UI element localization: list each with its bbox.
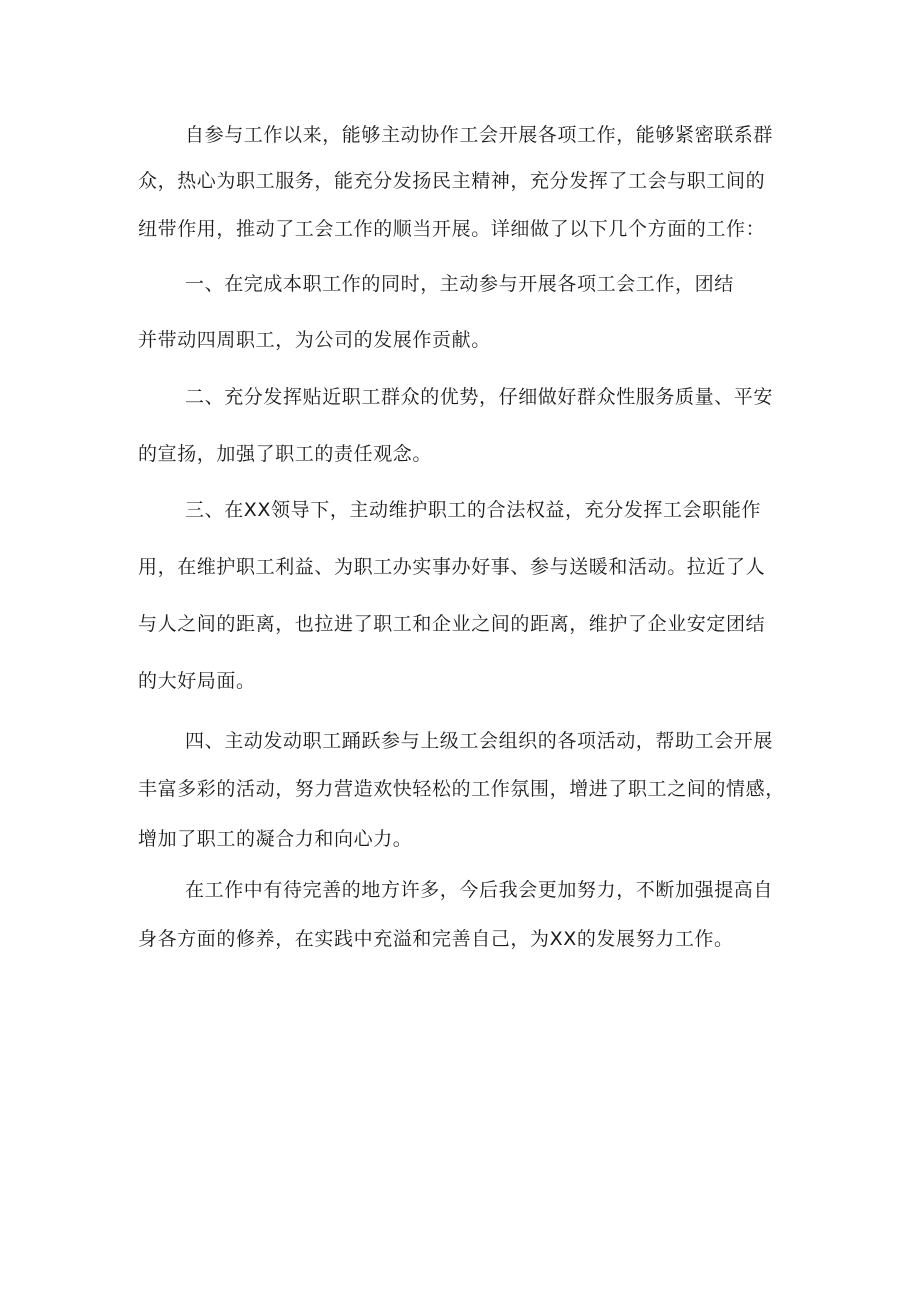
paragraph-4-line-3: 与人之间的距离，也拉进了职工和企业之间的距离，维护了企业安定团结 [138, 613, 766, 635]
paragraph-6-line-2: 身各方面的修养，在实践中充溢和完善自己，为XX的发展努力工作。 [138, 928, 734, 950]
paragraph-2-line-1: 一、在完成本职工作的同时，主动参与开展各项工会工作，团结 [185, 273, 734, 295]
paragraph-4-line-1: 三、在XX领导下，主动维护职工的合法权益，充分发挥工会职能作 [185, 499, 762, 521]
paragraph-2-line-2: 并带动四周职工，为公司的发展作贡献。 [138, 329, 491, 351]
paragraph-5-line-1: 四、主动发动职工踊跃参与上级工会组织的各项活动，帮助工会开展 [185, 730, 774, 752]
paragraph-1-line-1: 自参与工作以来，能够主动协作工会开展各项工作，能够紧密联系群 [185, 124, 774, 146]
paragraph-5-line-2: 丰富多彩的活动，努力营造欢快轻松的工作氛围，增进了职工之间的情感， [138, 778, 785, 800]
paragraph-6-line-1: 在工作中有待完善的地方许多，今后我会更加努力，不断加强提高自 [185, 879, 774, 901]
paragraph-4-line-2: 用，在维护职工利益、为职工办实事办好事、参与送暖和活动。拉近了人 [138, 556, 766, 578]
paragraph-3-line-1: 二、充分发挥贴近职工群众的优势，仔细做好群众性服务质量、平安 [185, 386, 774, 408]
paragraph-1-line-3: 纽带作用，推动了工会工作的顺当开展。详细做了以下几个方面的工作： [138, 218, 766, 240]
paragraph-1-line-2: 众，热心为职工服务，能充分发扬民主精神，充分发挥了工会与职工间的 [138, 170, 766, 192]
paragraph-5-line-3: 增加了职工的凝合力和向心力。 [138, 828, 413, 850]
paragraph-4-line-4: 的大好局面。 [138, 670, 256, 692]
paragraph-3-line-2: 的宣扬，加强了职工的责任观念。 [138, 443, 433, 465]
